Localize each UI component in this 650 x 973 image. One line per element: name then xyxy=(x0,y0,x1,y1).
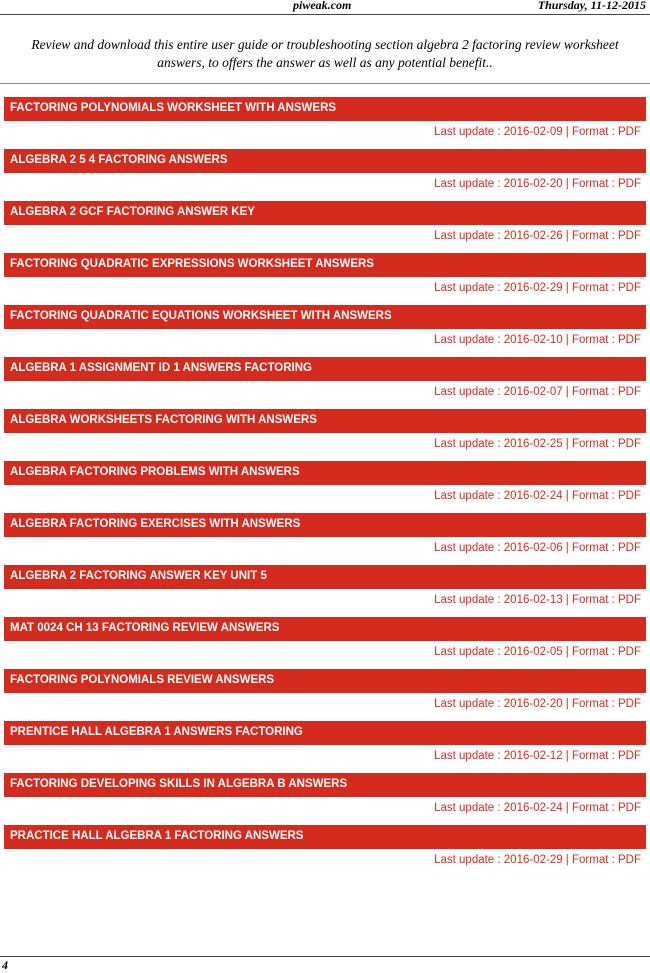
list-item xyxy=(4,305,646,357)
list-item xyxy=(4,461,646,513)
document-title-link[interactable]: FACTORING POLYNOMIALS REVIEW ANSWERS xyxy=(4,669,646,693)
document-meta: Last update : 2016-02-10 | Format : PDF xyxy=(434,334,641,346)
document-meta: Last update : 2016-02-25 | Format : PDF xyxy=(434,438,641,450)
document-meta: Last update : 2016-02-09 | Format : PDF xyxy=(434,126,641,138)
list-item xyxy=(4,565,646,617)
document-title-link[interactable]: PRENTICE HALL ALGEBRA 1 ANSWERS FACTORING xyxy=(4,721,646,745)
list-item xyxy=(4,149,646,201)
document-title-link[interactable]: ALGEBRA FACTORING PROBLEMS WITH ANSWERS xyxy=(4,461,646,485)
document-meta: Last update : 2016-02-24 | Format : PDF xyxy=(434,490,641,502)
document-title-link[interactable]: ALGEBRA 2 FACTORING ANSWER KEY UNIT 5 xyxy=(4,565,646,589)
footer-divider xyxy=(0,956,650,957)
list-item xyxy=(4,97,646,149)
list-item xyxy=(4,513,646,565)
document-meta: Last update : 2016-02-05 | Format : PDF xyxy=(434,646,641,658)
document-title-link[interactable]: ALGEBRA FACTORING EXERCISES WITH ANSWERS xyxy=(4,513,646,537)
document-title-link[interactable]: ALGEBRA 1 ASSIGNMENT ID 1 ANSWERS FACTORING xyxy=(4,357,646,381)
list-item xyxy=(4,409,646,461)
list-item xyxy=(4,669,646,721)
document-meta: Last update : 2016-02-13 | Format : PDF xyxy=(434,594,641,606)
document-meta: Last update : 2016-02-07 | Format : PDF xyxy=(434,386,641,398)
header-date: Thursday, 11-12-2015 xyxy=(537,0,646,12)
document-list xyxy=(4,97,646,877)
list-item xyxy=(4,617,646,669)
document-title-link[interactable]: FACTORING QUADRATIC EXPRESSIONS WORKSHEET ANSWERS xyxy=(4,253,646,277)
intro-text: Review and download this entire user guide or troubleshooting section algebra 2 factoring review worksheet answers, to offers the answer as well as any potential benefit.. xyxy=(31,37,619,70)
document-title-link[interactable]: ALGEBRA WORKSHEETS FACTORING WITH ANSWERS xyxy=(4,409,646,433)
page-header xyxy=(0,0,650,15)
document-meta: Last update : 2016-02-20 | Format : PDF xyxy=(434,178,641,190)
list-item xyxy=(4,201,646,253)
list-item xyxy=(4,721,646,773)
document-title-link[interactable]: ALGEBRA 2 5 4 FACTORING ANSWERS xyxy=(4,149,646,173)
document-title-link[interactable]: PRACTICE HALL ALGEBRA 1 FACTORING ANSWERS xyxy=(4,825,646,849)
document-meta: Last update : 2016-02-29 | Format : PDF xyxy=(434,854,641,866)
list-item xyxy=(4,253,646,305)
list-item xyxy=(4,773,646,825)
document-title-link[interactable]: FACTORING QUADRATIC EQUATIONS WORKSHEET WITH ANSWERS xyxy=(4,305,646,329)
document-meta: Last update : 2016-02-24 | Format : PDF xyxy=(434,802,641,814)
page-number: 4 xyxy=(2,958,8,972)
document-meta: Last update : 2016-02-26 | Format : PDF xyxy=(434,230,641,242)
divider xyxy=(0,83,650,84)
site-name: piweak.com xyxy=(293,0,352,12)
document-meta: Last update : 2016-02-20 | Format : PDF xyxy=(434,698,641,710)
document-title-link[interactable]: ALGEBRA 2 GCF FACTORING ANSWER KEY xyxy=(4,201,646,225)
list-item xyxy=(4,357,646,409)
document-title-link[interactable]: FACTORING POLYNOMIALS WORKSHEET WITH ANSWERS xyxy=(4,97,646,121)
list-item xyxy=(4,825,646,877)
document-meta: Last update : 2016-02-12 | Format : PDF xyxy=(434,750,641,762)
document-title-link[interactable]: FACTORING DEVELOPING SKILLS IN ALGEBRA B ANSWERS xyxy=(4,773,646,797)
document-title-link[interactable]: MAT 0024 CH 13 FACTORING REVIEW ANSWERS xyxy=(4,617,646,641)
document-meta: Last update : 2016-02-29 | Format : PDF xyxy=(434,282,641,294)
document-meta: Last update : 2016-02-06 | Format : PDF xyxy=(434,542,641,554)
